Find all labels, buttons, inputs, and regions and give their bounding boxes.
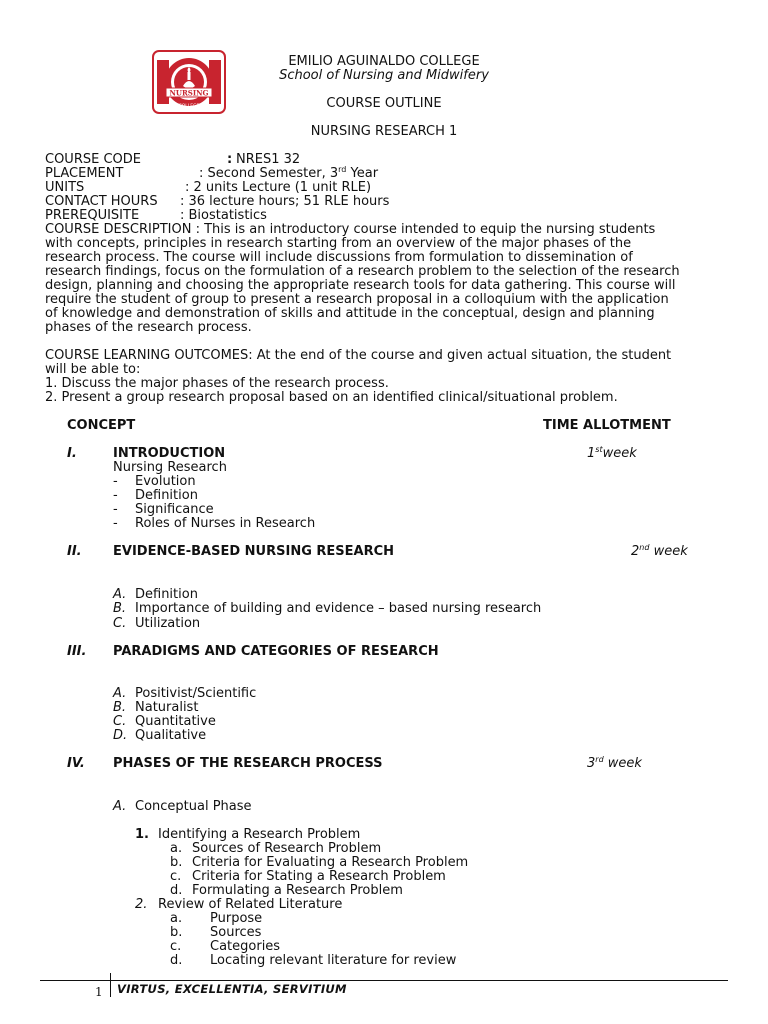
list-item: Formulating a Research Problem: [192, 883, 403, 898]
phase-title: Conceptual Phase: [135, 799, 252, 814]
lower-marker: d.: [170, 953, 183, 968]
lower-marker: c.: [170, 869, 182, 884]
letter-marker: C.: [113, 616, 127, 631]
outcomes-line: will be able to:: [45, 362, 141, 377]
concept-header: CONCEPT: [67, 418, 136, 433]
number-marker: 2.: [135, 897, 148, 912]
list-item: Purpose: [210, 911, 263, 926]
outcomes-line: 1. Discuss the major phases of the research process.: [45, 376, 389, 391]
lower-marker: a.: [170, 841, 183, 856]
description-line: research process. The course will include discussions from formulation to dissemination of: [45, 250, 633, 265]
list-item: Qualitative: [135, 728, 207, 743]
unit-numeral: II.: [67, 544, 82, 559]
description-line: research findings, focus on the formulation of a research problem to the selection of the research: [45, 264, 680, 279]
description-line: with concepts, principles in research starting from an overview of the major phases of the: [45, 236, 632, 251]
letter-marker: A.: [113, 686, 127, 701]
letter-marker: B.: [113, 700, 127, 715]
dash-marker: -: [113, 516, 118, 531]
unit-numeral: IV.: [67, 756, 85, 771]
subsection-title: Review of Related Literature: [158, 897, 343, 912]
description-line: phases of the research process.: [45, 320, 252, 335]
subsection-title: Identifying a Research Problem: [158, 827, 361, 842]
placement-label: PLACEMENT: [45, 166, 124, 181]
letter-marker: C.: [113, 714, 127, 729]
svg-text:COLLEGE: COLLEGE: [178, 104, 200, 109]
dash-marker: -: [113, 502, 118, 517]
unit-title: PARADIGMS AND CATEGORIES OF RESEARCH: [113, 644, 439, 659]
footer-motto: VIRTUS, EXCELLENTIA, SERVITIUM: [117, 982, 347, 996]
placement-value: : Second Semester, 3rd Year: [199, 165, 379, 181]
description-line: COURSE DESCRIPTION : This is an introductory course intended to equip the nursing students: [45, 222, 656, 237]
lower-marker: b.: [170, 925, 183, 940]
lower-marker: c.: [170, 939, 182, 954]
units-label: UNITS: [45, 180, 85, 195]
unit-time: 2nd week: [631, 543, 688, 559]
list-item: Quantitative: [135, 714, 216, 729]
lower-marker: b.: [170, 855, 183, 870]
lower-marker: a.: [170, 911, 183, 926]
college-name: EMILIO AGUINALDO COLLEGE: [288, 54, 480, 69]
letter-marker: A.: [113, 587, 127, 602]
course-title: NURSING RESEARCH 1: [310, 124, 458, 139]
list-item: Categories: [210, 939, 281, 954]
unit-title: EVIDENCE-BASED NURSING RESEARCH: [113, 544, 395, 559]
course-code-label: COURSE CODE: [45, 152, 141, 167]
list-item: Utilization: [135, 616, 201, 631]
list-item: Positivist/Scientific: [135, 686, 257, 701]
letter-marker: A.: [113, 799, 127, 814]
lower-marker: d.: [170, 883, 183, 898]
unit-numeral: I.: [67, 446, 77, 461]
description-line: of knowledge and demonstration of skills and attitude in the conceptual, design and planning: [45, 306, 655, 321]
list-item: Definition: [135, 587, 198, 602]
unit-time: 3rd week: [587, 755, 642, 771]
list-item: Criteria for Evaluating a Research Problem: [192, 855, 469, 870]
prerequisite-value: : Biostatistics: [180, 208, 267, 223]
svg-text:NURSING: NURSING: [169, 88, 209, 98]
list-item: Roles of Nurses in Research: [135, 516, 316, 531]
units-value: : 2 units Lecture (1 unit RLE): [185, 180, 372, 195]
prerequisite-label: PREREQUISITE: [45, 208, 140, 223]
description-line: design, planning and choosing the appropriate research tools for data gathering. This course will: [45, 278, 676, 293]
outcomes-line: 2. Present a group research proposal based on an identified clinical/situational problem.: [45, 390, 618, 405]
letter-marker: B.: [113, 601, 127, 616]
list-item: Naturalist: [135, 700, 199, 715]
course-code-value: NRES1 32: [236, 152, 301, 167]
list-item: Sources of Research Problem: [192, 841, 382, 856]
document-type: COURSE OUTLINE: [326, 96, 442, 111]
time-allotment-header: TIME ALLOTMENT: [543, 418, 671, 433]
description-line: require the student of group to present a research proposal in a colloquium with the application: [45, 292, 669, 307]
list-item: Importance of building and evidence – based nursing research: [135, 601, 542, 616]
number-marker: 1.: [135, 827, 149, 842]
outcomes-line: COURSE LEARNING OUTCOMES: At the end of the course and given actual situation, the student: [45, 348, 672, 363]
footer-separator: [110, 973, 111, 997]
dash-marker: -: [113, 488, 118, 503]
list-item: Sources: [210, 925, 262, 940]
list-item: Criteria for Stating a Research Problem: [192, 869, 446, 884]
dash-marker: -: [113, 474, 118, 489]
contact-hours-value: : 36 lecture hours; 51 RLE hours: [180, 194, 390, 209]
unit-title: PHASES OF THE RESEARCH PROCESS: [113, 756, 383, 771]
letter-marker: D.: [113, 728, 128, 743]
page-number: 1: [95, 985, 103, 999]
course-code-colon: :: [227, 152, 233, 167]
footer-rule: [40, 980, 728, 981]
list-item: Evolution: [135, 474, 196, 489]
unit-time: 1stweek: [587, 445, 637, 461]
contact-hours-label: CONTACT HOURS: [45, 194, 158, 209]
school-name: School of Nursing and Midwifery: [279, 68, 489, 83]
unit-title: INTRODUCTION: [113, 446, 226, 461]
list-item: Definition: [135, 488, 198, 503]
unit-numeral: III.: [67, 644, 87, 659]
list-item: Significance: [135, 502, 214, 517]
list-item: Locating relevant literature for review: [210, 953, 457, 968]
unit-subtitle: Nursing Research: [113, 460, 227, 475]
